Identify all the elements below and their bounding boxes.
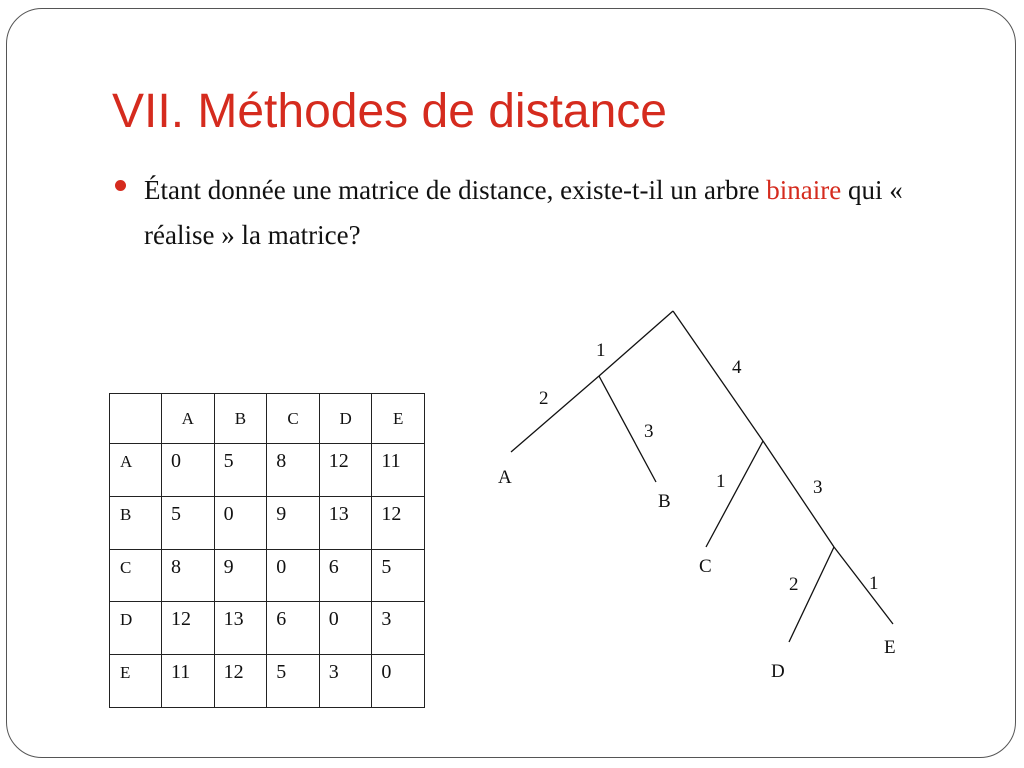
matrix-cell: 12 bbox=[214, 655, 267, 708]
edge-weight-label: 4 bbox=[732, 357, 742, 378]
edge-weight-label: 1 bbox=[596, 340, 606, 361]
bullet-text-before: Étant donnée une matrice de distance, existe-t-il un arbre bbox=[144, 175, 767, 205]
matrix-cell: 6 bbox=[319, 549, 372, 602]
matrix-cell: 5 bbox=[267, 655, 320, 708]
matrix-cell: 12 bbox=[372, 496, 425, 549]
matrix-cell: 5 bbox=[162, 496, 215, 549]
matrix-cell: 8 bbox=[267, 444, 320, 497]
matrix-cell: 13 bbox=[319, 496, 372, 549]
matrix-cell: 0 bbox=[267, 549, 320, 602]
bullet-highlight: binaire bbox=[766, 175, 842, 205]
edge-weight-label: 2 bbox=[789, 574, 799, 595]
matrix-row-header: C bbox=[110, 549, 162, 602]
matrix-cell: 0 bbox=[319, 602, 372, 655]
slide-title: VII. Méthodes de distance bbox=[112, 85, 667, 138]
leaf-label-e: E bbox=[884, 637, 896, 658]
matrix-cell: 9 bbox=[214, 549, 267, 602]
matrix-cell: 5 bbox=[372, 549, 425, 602]
edge-weight-label: 3 bbox=[644, 421, 654, 442]
matrix-cell: 0 bbox=[372, 655, 425, 708]
bullet-text-after: qui « réalise » la matrice? bbox=[144, 175, 903, 250]
matrix-row-header: E bbox=[110, 655, 162, 708]
tree-edge-ab-a bbox=[511, 376, 599, 452]
tree-edge-cde-de bbox=[763, 441, 834, 547]
matrix-cell: 3 bbox=[372, 602, 425, 655]
matrix-cell: 11 bbox=[372, 444, 425, 497]
matrix-cell: 3 bbox=[319, 655, 372, 708]
tree-edge-cde-c bbox=[706, 441, 763, 547]
matrix-cell: 5 bbox=[214, 444, 267, 497]
matrix-cell: 6 bbox=[267, 602, 320, 655]
matrix-col-header: D bbox=[319, 394, 372, 444]
tree-edge-root-ab bbox=[599, 311, 673, 376]
leaf-label-d: D bbox=[771, 661, 785, 682]
matrix-cell: 12 bbox=[319, 444, 372, 497]
matrix-col-header: B bbox=[214, 394, 267, 444]
matrix-cell: 11 bbox=[162, 655, 215, 708]
matrix-cell: 9 bbox=[267, 496, 320, 549]
matrix-cell: 0 bbox=[214, 496, 267, 549]
leaf-label-b: B bbox=[658, 491, 671, 512]
matrix-col-header: A bbox=[162, 394, 215, 444]
matrix-cell: 12 bbox=[162, 602, 215, 655]
matrix-row-header: B bbox=[110, 496, 162, 549]
matrix-cell: 13 bbox=[214, 602, 267, 655]
matrix-col-header: E bbox=[372, 394, 425, 444]
matrix-cell: 0 bbox=[162, 444, 215, 497]
edge-weight-label: 1 bbox=[716, 471, 726, 492]
tree-edge-de-e bbox=[834, 547, 893, 624]
tree-edge-root-cde bbox=[673, 311, 763, 441]
matrix-col-header: C bbox=[267, 394, 320, 444]
leaf-label-a: A bbox=[498, 467, 512, 488]
leaf-label-c: C bbox=[699, 556, 712, 577]
edge-weight-label: 1 bbox=[869, 573, 879, 594]
edge-weight-label: 3 bbox=[813, 477, 823, 498]
edge-weight-label: 2 bbox=[539, 388, 549, 409]
matrix-row-header: A bbox=[110, 444, 162, 497]
matrix-cell: 8 bbox=[162, 549, 215, 602]
matrix-row-header: D bbox=[110, 602, 162, 655]
